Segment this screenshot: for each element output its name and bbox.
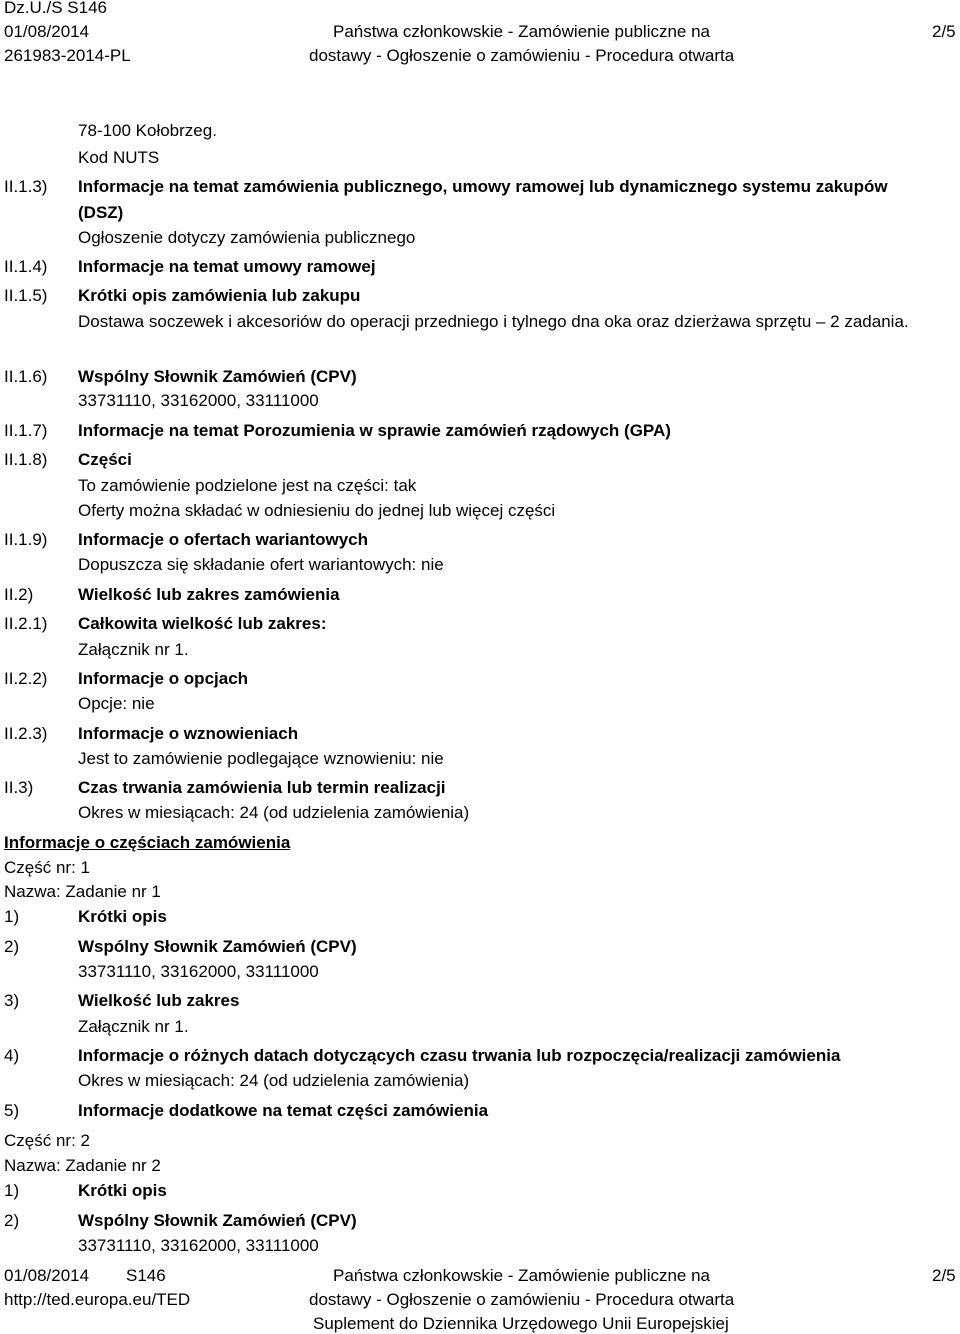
- section-label-ii-1-8: II.1.8): [4, 450, 48, 469]
- address-text: 78-100 Kołobrzeg.: [78, 121, 217, 140]
- duration-heading: Czas trwania zamówienia lub termin realizacji: [78, 778, 446, 797]
- lot2-item1-number: 1): [4, 1181, 20, 1200]
- lot1-scope-heading: Wielkość lub zakres: [78, 991, 240, 1010]
- section-label-ii-1-4: II.1.4): [4, 257, 48, 276]
- lot2-cpv-codes: 33731110, 33162000, 33111000: [78, 1236, 319, 1255]
- section-label-ii-1-5: II.1.5): [4, 286, 48, 305]
- lot2-item2-number: 2): [4, 1211, 20, 1230]
- header-title-line1: Państwa członkowskie - Zamówienie publiczne na: [333, 22, 711, 41]
- renewal-heading: Informacje o wznowieniach: [78, 724, 299, 743]
- lot1-cpv-heading: Wspólny Słownik Zamówień (CPV): [78, 937, 357, 956]
- options-value: Opcje: nie: [78, 694, 155, 713]
- header-journal: Dz.U./S S146: [4, 0, 107, 17]
- header-date: 01/08/2014: [4, 22, 90, 41]
- footer-title-line1: Państwa członkowskie - Zamówienie publiczne na: [333, 1266, 711, 1285]
- section-label-ii-3: II.3): [4, 778, 34, 797]
- nuts-code-label: Kod NUTS: [78, 148, 160, 167]
- lot1-name: Nazwa: Zadanie nr 1: [4, 882, 161, 901]
- section-label-ii-2: II.2): [4, 585, 34, 604]
- variants-heading: Informacje o ofertach wariantowych: [78, 530, 369, 549]
- lot1-number: Część nr: 1: [4, 858, 90, 877]
- lots-section-heading: Informacje o częściach zamówienia: [4, 833, 291, 852]
- footer-title-line3: Suplement do Dziennika Urzędowego Unii Europejskiej: [313, 1314, 729, 1333]
- scope-heading: Wielkość lub zakres zamówienia: [78, 585, 340, 604]
- section-label-ii-1-7: II.1.7): [4, 421, 48, 440]
- section-label-ii-2-1: II.2.1): [4, 614, 48, 633]
- section-label-ii-1-9: II.1.9): [4, 530, 48, 549]
- framework-agreement-heading: Informacje na temat umowy ramowej: [78, 257, 376, 276]
- cpv-codes: 33731110, 33162000, 33111000: [78, 391, 319, 410]
- header-page-number: 2/5: [932, 22, 956, 41]
- lots-divided-value: To zamówienie podzielone jest na części: tak: [78, 476, 417, 495]
- footer-date: 01/08/2014: [4, 1266, 90, 1285]
- lot1-item3-number: 3): [4, 991, 20, 1010]
- lots-offers-value: Oferty można składać w odniesieniu do jednej lub więcej części: [78, 501, 556, 520]
- lot1-item2-number: 2): [4, 937, 20, 956]
- lot2-number: Część nr: 2: [4, 1131, 90, 1150]
- duration-value: Okres w miesiącach: 24 (od udzielenia zamówienia): [78, 803, 470, 822]
- lot1-cpv-codes: 33731110, 33162000, 33111000: [78, 962, 319, 981]
- lot2-short-description-heading: Krótki opis: [78, 1181, 167, 1200]
- section-label-ii-2-2: II.2.2): [4, 669, 48, 688]
- gpa-heading: Informacje na temat Porozumienia w sprawie zamówień rządowych (GPA): [78, 421, 671, 440]
- short-description-value: Dostawa soczewek i akcesoriów do operacji przedniego i tylnego dna oka oraz dzierżawa sprzętu – 2 zadania.: [78, 312, 909, 331]
- lot1-dates-value: Okres w miesiącach: 24 (od udzielenia zamówienia): [78, 1071, 470, 1090]
- lot1-scope-value: Załącznik nr 1.: [78, 1017, 189, 1036]
- section-label-ii-1-3: II.1.3): [4, 177, 48, 196]
- section-label-ii-1-6: II.1.6): [4, 367, 48, 386]
- variants-value: Dopuszcza się składanie ofert wariantowych: nie: [78, 555, 444, 574]
- lot2-cpv-heading: Wspólny Słownik Zamówień (CPV): [78, 1211, 357, 1230]
- footer-series: S146: [126, 1266, 166, 1285]
- lot1-item4-number: 4): [4, 1046, 20, 1065]
- header-title-line2: dostawy - Ogłoszenie o zamówieniu - Procedura otwarta: [309, 46, 735, 65]
- header-reference: 261983-2014-PL: [4, 46, 131, 65]
- short-description-heading: Krótki opis zamówienia lub zakupu: [78, 286, 361, 305]
- lots-heading: Części: [78, 450, 132, 469]
- renewal-value: Jest to zamówienie podlegające wznowieniu: nie: [78, 749, 444, 768]
- section-label-ii-2-3: II.2.3): [4, 724, 48, 743]
- lot1-dates-heading: Informacje o różnych datach dotyczących czasu trwania lub rozpoczęcia/realizacji zamówienia: [78, 1046, 841, 1065]
- contract-info-heading: Informacje na temat zamówienia publicznego, umowy ramowej lub dynamicznego systemu zakupów (DSZ): [78, 177, 888, 222]
- lot2-name: Nazwa: Zadanie nr 2: [4, 1156, 161, 1175]
- lot1-additional-info-heading: Informacje dodatkowe na temat części zamówienia: [78, 1101, 489, 1120]
- lot1-short-description-heading: Krótki opis: [78, 907, 167, 926]
- cpv-heading: Wspólny Słownik Zamówień (CPV): [78, 367, 357, 386]
- total-scope-heading: Całkowita wielkość lub zakres:: [78, 614, 327, 633]
- page-footer: [0, 1264, 960, 1333]
- lot1-item5-number: 5): [4, 1101, 20, 1120]
- footer-url-link[interactable]: http://ted.europa.eu/TED: [4, 1290, 191, 1309]
- options-heading: Informacje o opcjach: [78, 669, 249, 688]
- lot1-item1-number: 1): [4, 907, 20, 926]
- contract-info-value: Ogłoszenie dotyczy zamówienia publicznego: [78, 228, 416, 247]
- page-header: [0, 0, 960, 65]
- total-scope-value: Załącznik nr 1.: [78, 640, 189, 659]
- footer-page-number: 2/5: [932, 1266, 956, 1285]
- footer-title-line2: dostawy - Ogłoszenie o zamówieniu - Procedura otwarta: [309, 1290, 735, 1309]
